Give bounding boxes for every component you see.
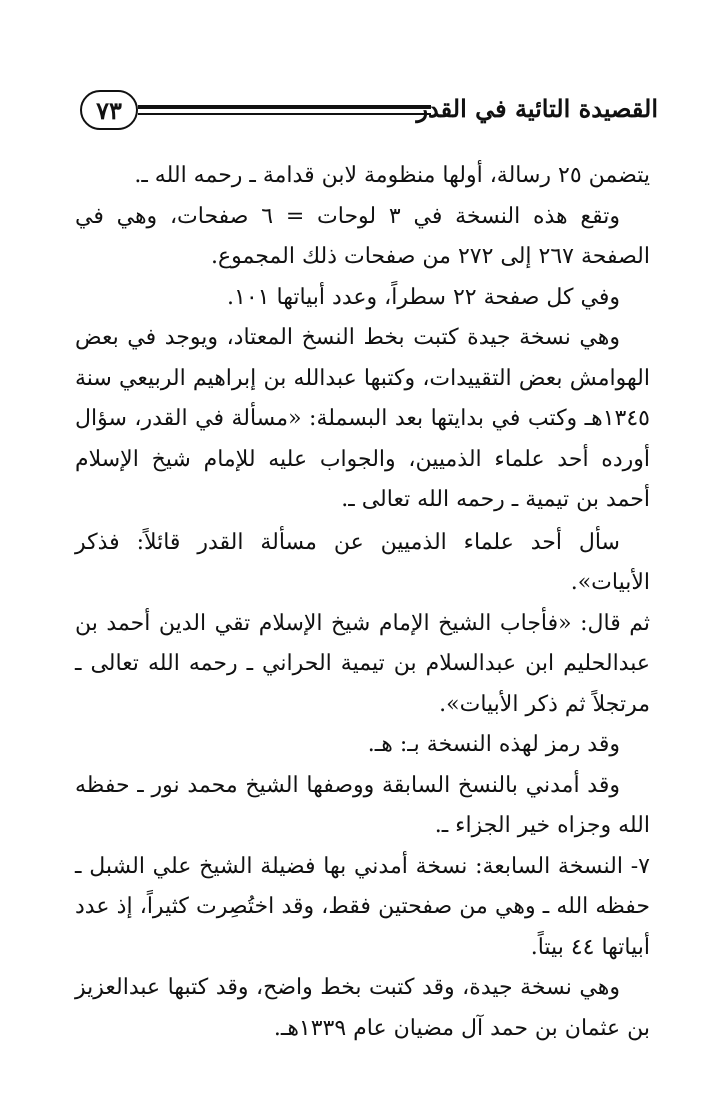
paragraph-2: وتقع هذه النسخة في ٣ لوحات = ٦ صفحات، وهي في الصفحة ٢٦٧ إلى ٢٧٢ من صفحات ذلك المجموع.	[75, 203, 650, 269]
paragraph-8: وقد أمدني بالنسخ السابقة ووصفها الشيخ محمد نور ـ حفظه الله وجزاه خير الجزاء ـ.	[75, 772, 650, 838]
paragraph-10: وهي نسخة جيدة، وقد كتبت بخط واضح، وقد كتبها عبدالعزيز بن عثمان بن حمد آل مضيان عام ١٣٣٩هـ.	[75, 975, 650, 1041]
header-rule-thin	[138, 113, 431, 115]
header-rule-thick	[138, 105, 431, 109]
paragraph-9: ٧- النسخة السابعة: نسخة أمدني بها فضيلة الشيخ علي الشبل ـ حفظه الله ـ وهي من صفحتين فقط، وقد اختُصِرت كثيراً، إذ عدد أبياتها ٤٤ بيتاً.	[75, 853, 650, 960]
paragraph-5: سأل أحد علماء الذميين عن مسألة القدر قائلاً: فذكر الأبيات».	[75, 529, 650, 595]
header-rule	[138, 105, 431, 117]
paragraph-3: وفي كل صفحة ٢٢ سطراً، وعدد أبياتها ١٠١.	[227, 284, 620, 310]
page-number: ٧٣	[80, 90, 138, 130]
paragraph-1: يتضمن ٢٥ رسالة، أولها منظومة لابن قدامة ـ رحمه الله ـ.	[134, 163, 650, 188]
page-header	[80, 90, 658, 136]
paragraph-6: ثم قال: «فأجاب الشيخ الإمام شيخ الإسلام تقي الدين أحمد بن عبدالحليم ابن عبدالسلام بن تيمية الحراني ـ رحمه الله تعالى ـ مرتجلاً ثم ذكر الأبيات».	[75, 610, 650, 717]
paragraph-7: وقد رمز لهذه النسخة بـ: هـ.	[367, 732, 620, 757]
running-title: القصيدة التائية في القدر	[416, 94, 658, 123]
body-text	[75, 156, 650, 1049]
paragraph-4: وهي نسخة جيدة كتبت بخط النسخ المعتاد، ويوجد في بعض الهوامش بعض التقييدات، وكتبها عبدالله بن إبراهيم الربيعي سنة ١٣٤٥هـ وكتب في بدايتها بعد البسملة: «مسألة في القدر، سؤال أورده أحد علماء الذميين، والجواب عليه للإمام شيخ الإسلام أحمد بن تيمية ـ رحمه الله تعالى ـ.	[75, 325, 650, 512]
